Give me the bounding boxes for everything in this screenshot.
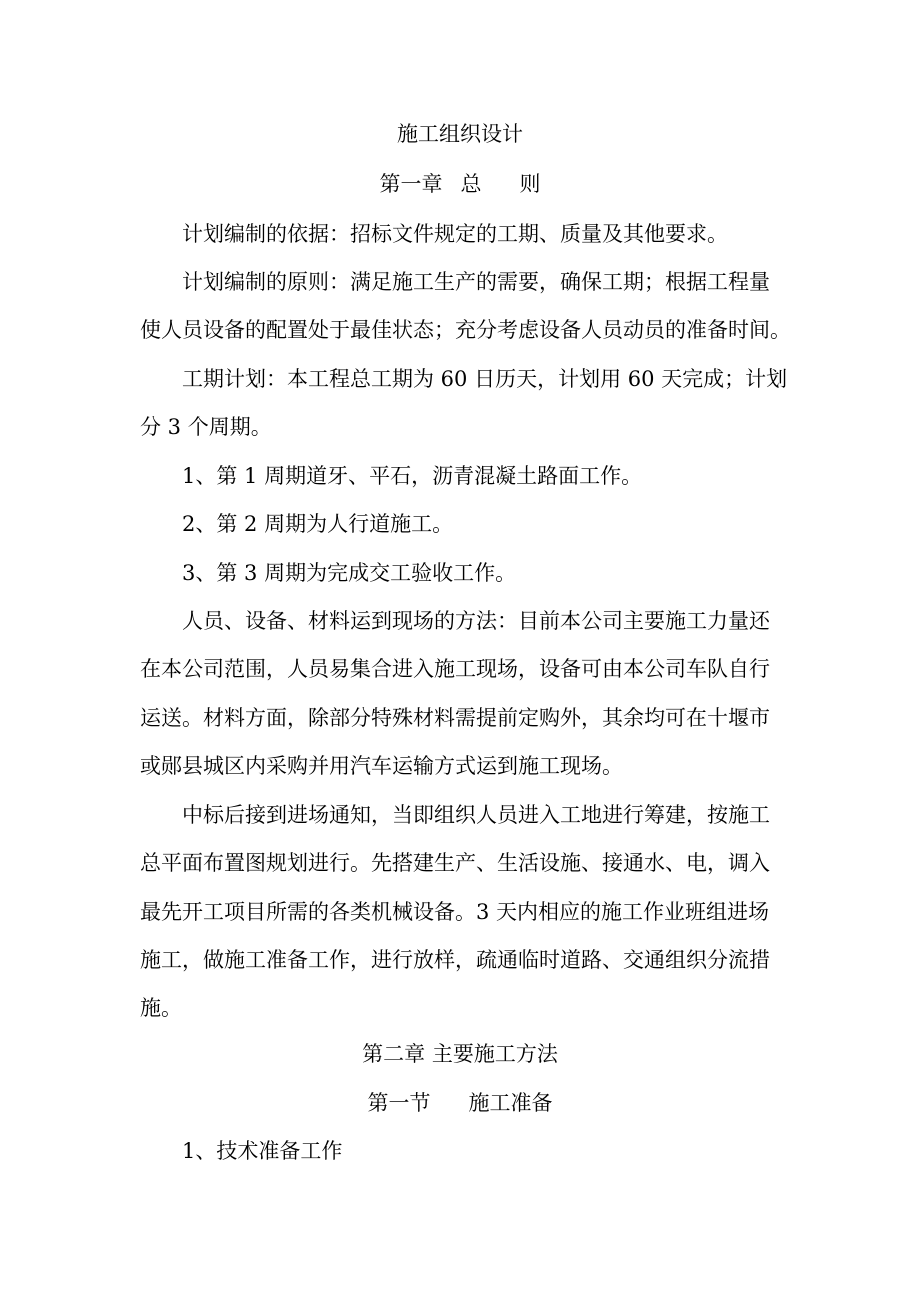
list-item-period2: 2、第 2 周期为人行道施工。 <box>182 512 454 536</box>
paragraph-transport-line4: 或郧县城区内采购并用汽车运输方式运到施工现场。 <box>140 754 623 778</box>
chapter1-heading-number: 第一章 <box>379 172 443 196</box>
paragraph-mobilization-line2: 总平面布置图规划进行。先搭建生产、生活设施、接通水、电，调入 <box>140 851 770 875</box>
paragraph-mobilization-line1: 中标后接到进场通知，当即组织人员进入工地进行筹建，按施工 <box>182 803 770 827</box>
paragraph-mobilization-line4: 施工，做施工准备工作，进行放样，疏通临时道路、交通组织分流措 <box>140 948 770 972</box>
section1-heading-number: 第一节 <box>367 1091 431 1115</box>
paragraph-mobilization-line5: 施。 <box>140 996 182 1020</box>
paragraph-basis: 计划编制的依据：招标文件规定的工期、质量及其他要求。 <box>182 222 728 246</box>
paragraph-transport-line2: 在本公司范围，人员易集合进入施工现场，设备可由本公司车队自行 <box>140 657 770 681</box>
list-item-period3: 3、第 3 周期为完成交工验收工作。 <box>182 561 517 585</box>
paragraph-principle-line1: 计划编制的原则：满足施工生产的需要，确保工期；根据工程量 <box>182 270 770 294</box>
list-item-technical-prep: 1、技术准备工作 <box>182 1139 343 1163</box>
chapter1-heading <box>0 167 920 201</box>
chapter1-heading-word1: 总 <box>460 172 482 196</box>
section1-heading <box>0 1086 920 1120</box>
chapter2-heading: 第二章 主要施工方法 <box>362 1042 558 1066</box>
paragraph-transport-line1: 人员、设备、材料运到现场的方法：目前本公司主要施工力量还 <box>182 609 770 633</box>
paragraph-schedule-line2: 分 3 个周期。 <box>140 415 272 439</box>
document-title: 施工组织设计 <box>397 122 523 146</box>
chapter1-heading-word2: 则 <box>519 172 541 196</box>
paragraph-principle-line2: 使人员设备的配置处于最佳状态；充分考虑设备人员动员的准备时间。 <box>140 318 791 342</box>
paragraph-transport-line3: 运送。材料方面，除部分特殊材料需提前定购外，其余均可在十堰市 <box>140 706 770 730</box>
section1-heading-title: 施工准备 <box>468 1091 553 1115</box>
list-item-period1: 1、第 1 周期道牙、平石，沥青混凝土路面工作。 <box>182 464 643 488</box>
paragraph-schedule-line1: 工期计划：本工程总工期为 60 日历天，计划用 60 天完成；计划 <box>182 367 788 391</box>
paragraph-mobilization-line3: 最先开工项目所需的各类机械设备。3 天内相应的施工作业班组进场 <box>140 900 770 924</box>
